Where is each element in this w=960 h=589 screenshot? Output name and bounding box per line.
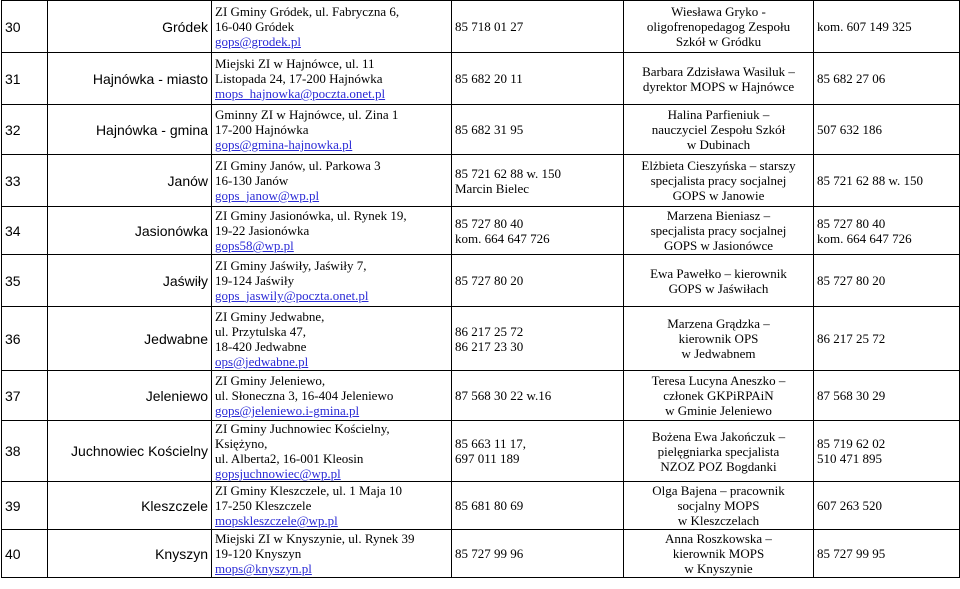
address-line: ul. Słoneczna 3, 16-404 Jeleniewo (215, 388, 394, 403)
person-line: w Kleszczelach (677, 513, 760, 528)
address-line: 19-22 Jasionówka (215, 223, 310, 238)
person-line: pielęgniarka specjalista (657, 443, 780, 459)
person-phone-cell (814, 105, 960, 155)
person-phone-line: 507 632 186 (817, 122, 882, 137)
person-line: Olga Bajena – pracownik (652, 483, 785, 498)
address-cell (212, 53, 452, 105)
contact-person-cell (624, 421, 814, 482)
table-row (2, 53, 960, 105)
address-cell (212, 482, 452, 530)
table-row (2, 421, 960, 482)
address-cell (212, 207, 452, 255)
phone-cell (452, 207, 624, 255)
email-link[interactable]: gops@grodek.pl (215, 34, 301, 49)
person-phone-line: 85 721 62 88 w. 150 (817, 173, 924, 188)
person-phone-line: 85 727 99 95 (817, 546, 886, 561)
table-row (2, 1, 960, 53)
person-line: Anna Roszkowska – (665, 531, 772, 546)
phone-cell (452, 53, 624, 105)
address-line: ZI Gminy Kleszczele, ul. 1 Maja 10 (215, 483, 402, 498)
address-line: ZI Gminy Jedwabne, (215, 308, 325, 324)
table-row (2, 530, 960, 578)
address-line: 17-250 Kleszczele (215, 498, 312, 513)
person-line: specjalista pracy socjalnej (650, 173, 787, 188)
address-line: ZI Gminy Gródek, ul. Fabryczna 6, (215, 4, 400, 19)
address-cell (212, 307, 452, 371)
municipality-name: Janów (48, 155, 212, 207)
email-link[interactable]: mops_hajnowka@poczta.onet.pl (215, 86, 386, 101)
person-line: specjalista pracy socjalnej (650, 223, 787, 238)
person-line: Teresa Lucyna Aneszko – (651, 373, 786, 388)
email-link[interactable]: gopsjuchnowiec@wp.pl (215, 466, 341, 481)
phone-line: 85 681 80 69 (455, 498, 524, 513)
contact-person-cell (624, 1, 814, 53)
address-line: Miejski ZI w Knyszynie, ul. Rynek 39 (215, 531, 415, 546)
phone-cell (452, 482, 624, 530)
person-phone-line: 87 568 30 29 (817, 388, 886, 403)
municipality-name: Juchnowiec Kościelny (48, 421, 212, 482)
address-cell (212, 255, 452, 307)
phone-cell (452, 371, 624, 421)
person-line: dyrektor MOPS w Hajnówce (642, 78, 795, 94)
contact-person-cell (624, 155, 814, 207)
municipality-name: Jeleniewo (48, 371, 212, 421)
phone-cell (452, 421, 624, 482)
row-number: 31 (2, 53, 48, 105)
address-line: ZI Gminy Janów, ul. Parkowa 3 (215, 158, 381, 173)
person-line: nauczyciel Zespołu Szkół (651, 122, 786, 137)
table-row (2, 482, 960, 530)
address-line: Listopada 24, 17-200 Hajnówka (215, 71, 383, 86)
address-line: 19-124 Jaświły (215, 273, 295, 288)
contact-person-cell (624, 482, 814, 530)
person-phone-cell (814, 421, 960, 482)
email-link[interactable]: gops_jaswily@poczta.onet.pl (215, 288, 369, 303)
table-row (2, 307, 960, 371)
municipality-name: Jedwabne (48, 307, 212, 371)
phone-line: 85 718 01 27 (455, 19, 524, 34)
table-body (2, 1, 960, 578)
person-phone-cell (814, 155, 960, 207)
address-line: ZI Gminy Jasionówka, ul. Rynek 19, (215, 208, 407, 223)
table-row (2, 255, 960, 307)
person-line: NZOZ POZ Bogdanki (660, 458, 777, 474)
person-line: GOPS w Janowie (672, 188, 765, 203)
person-line: kierownik OPS (678, 331, 759, 346)
row-number: 34 (2, 207, 48, 255)
municipality-name: Hajnówka - miasto (48, 53, 212, 105)
contact-person-cell (624, 255, 814, 307)
email-link[interactable]: gops@jeleniewo.i-gmina.pl (215, 403, 360, 418)
municipality-name: Gródek (48, 1, 212, 53)
person-phone-line: kom. 607 149 325 (817, 19, 912, 34)
phone-line: 86 217 25 72 (455, 323, 524, 339)
phone-line: 86 217 23 30 (455, 338, 524, 354)
person-phone-cell (814, 255, 960, 307)
address-line: ZI Gminy Juchnowiec Kościelny, (215, 421, 390, 436)
table-row (2, 155, 960, 207)
row-number: 38 (2, 421, 48, 482)
municipality-name: Jaświły (48, 255, 212, 307)
phone-line: 85 727 99 96 (455, 546, 524, 561)
municipality-name: Knyszyn (48, 530, 212, 578)
person-phone-cell (814, 307, 960, 371)
table-row (2, 105, 960, 155)
person-line: Ewa Pawełko – kierownik (650, 265, 787, 281)
person-phone-cell (814, 482, 960, 530)
address-line: ul. Alberta2, 16-001 Kleosin (215, 451, 364, 466)
person-phone-cell (814, 207, 960, 255)
address-cell (212, 155, 452, 207)
person-line: w Dubinach (686, 137, 751, 152)
person-line: w Knyszynie (684, 561, 753, 576)
address-line: Księżyno, (215, 436, 268, 451)
address-line: ZI Gminy Jeleniewo, (215, 373, 326, 388)
municipality-name: Kleszczele (48, 482, 212, 530)
email-link[interactable]: mopskleszczele@wp.pl (215, 513, 338, 528)
person-line: kierownik MOPS (672, 546, 765, 561)
row-number: 40 (2, 530, 48, 578)
person-line: Barbara Zdzisława Wasiluk – (642, 63, 795, 79)
phone-cell (452, 1, 624, 53)
person-line: Halina Parfieniuk – (667, 107, 770, 122)
table-row (2, 207, 960, 255)
person-phone-line: 607 263 520 (817, 498, 882, 513)
person-line: oligofrenopedagog Zespołu (646, 19, 791, 34)
person-phone-line: kom. 664 647 726 (817, 230, 912, 246)
person-line: GOPS w Jasionówce (663, 238, 774, 253)
address-cell (212, 105, 452, 155)
address-line: 19-120 Knyszyn (215, 546, 302, 561)
email-link[interactable]: gops@gmina-hajnowka.pl (215, 137, 353, 152)
contact-person-cell (624, 105, 814, 155)
person-phone-cell (814, 371, 960, 421)
phone-line: 85 727 80 40 (455, 215, 524, 231)
municipality-name: Jasionówka (48, 207, 212, 255)
address-line: ul. Przytulska 47, (215, 323, 306, 339)
address-cell (212, 421, 452, 482)
person-line: Elżbieta Cieszyńska – starszy (641, 158, 796, 173)
phone-cell (452, 255, 624, 307)
row-number: 36 (2, 307, 48, 371)
phone-line: 87 568 30 22 w.16 (455, 388, 552, 403)
person-line: socjalny MOPS (677, 498, 760, 513)
person-phone-line: 85 682 27 06 (817, 71, 886, 86)
contact-person-cell (624, 207, 814, 255)
contact-person-cell (624, 530, 814, 578)
row-number: 35 (2, 255, 48, 307)
person-line: w Gminie Jeleniewo (665, 403, 772, 418)
person-phone-cell (814, 1, 960, 53)
contact-table (1, 0, 960, 578)
email-link[interactable]: ops@jedwabne.pl (215, 353, 309, 369)
person-line: Szkół w Gródku (675, 34, 762, 49)
phone-line: 85 682 31 95 (455, 122, 524, 137)
person-line: Bożena Ewa Jakończuk – (651, 428, 786, 444)
address-line: 16-130 Janów (215, 173, 289, 188)
row-number: 32 (2, 105, 48, 155)
phone-cell (452, 307, 624, 371)
email-link[interactable]: gops58@wp.pl (215, 238, 294, 253)
phone-line: 85 682 20 11 (455, 71, 523, 86)
person-phone-line: 85 719 62 02 (817, 436, 886, 451)
address-line: ZI Gminy Jaświły, Jaświły 7, (215, 258, 367, 273)
email-link[interactable]: mops@knyszyn.pl (215, 561, 312, 576)
person-line: Marzena Bieniasz – (666, 208, 771, 223)
phone-line: 85 663 11 17, (455, 436, 527, 451)
person-phone-line: 86 217 25 72 (817, 331, 886, 346)
row-number: 33 (2, 155, 48, 207)
person-line: Wiesława Gryko - (671, 4, 766, 19)
phone-cell (452, 155, 624, 207)
phone-line: kom. 664 647 726 (455, 230, 550, 246)
municipality-name: Hajnówka - gmina (48, 105, 212, 155)
row-number: 30 (2, 1, 48, 53)
person-phone-line: 510 471 895 (817, 451, 882, 466)
address-cell (212, 371, 452, 421)
phone-line: 697 011 189 (455, 451, 520, 466)
row-number: 39 (2, 482, 48, 530)
contact-person-cell (624, 371, 814, 421)
person-line: członek GKPiRPAiN (663, 388, 774, 403)
table-row (2, 371, 960, 421)
person-phone-cell (814, 53, 960, 105)
person-line: Marzena Grądzka – (667, 316, 770, 331)
address-line: Gminny ZI w Hajnówce, ul. Zina 1 (215, 107, 399, 122)
address-line: Miejski ZI w Hajnówce, ul. 11 (215, 56, 375, 71)
person-phone-line: 85 727 80 20 (817, 273, 886, 288)
contact-person-cell (624, 307, 814, 371)
person-line: w Jedwabnem (681, 346, 756, 361)
phone-line: 85 727 80 20 (455, 273, 524, 288)
email-link[interactable]: gops_janow@wp.pl (215, 188, 320, 203)
person-phone-cell (814, 530, 960, 578)
phone-line: Marcin Bielec (455, 180, 529, 196)
address-line: 17-200 Hajnówka (215, 122, 309, 137)
row-number: 37 (2, 371, 48, 421)
address-line: 18-420 Jedwabne (215, 338, 307, 354)
address-cell (212, 530, 452, 578)
person-phone-line: 85 727 80 40 (817, 215, 886, 231)
address-line: 16-040 Gródek (215, 19, 295, 34)
phone-cell (452, 105, 624, 155)
phone-cell (452, 530, 624, 578)
person-line: GOPS w Jaświłach (668, 280, 769, 296)
phone-line: 85 721 62 88 w. 150 (455, 165, 562, 181)
contact-person-cell (624, 53, 814, 105)
address-cell (212, 1, 452, 53)
